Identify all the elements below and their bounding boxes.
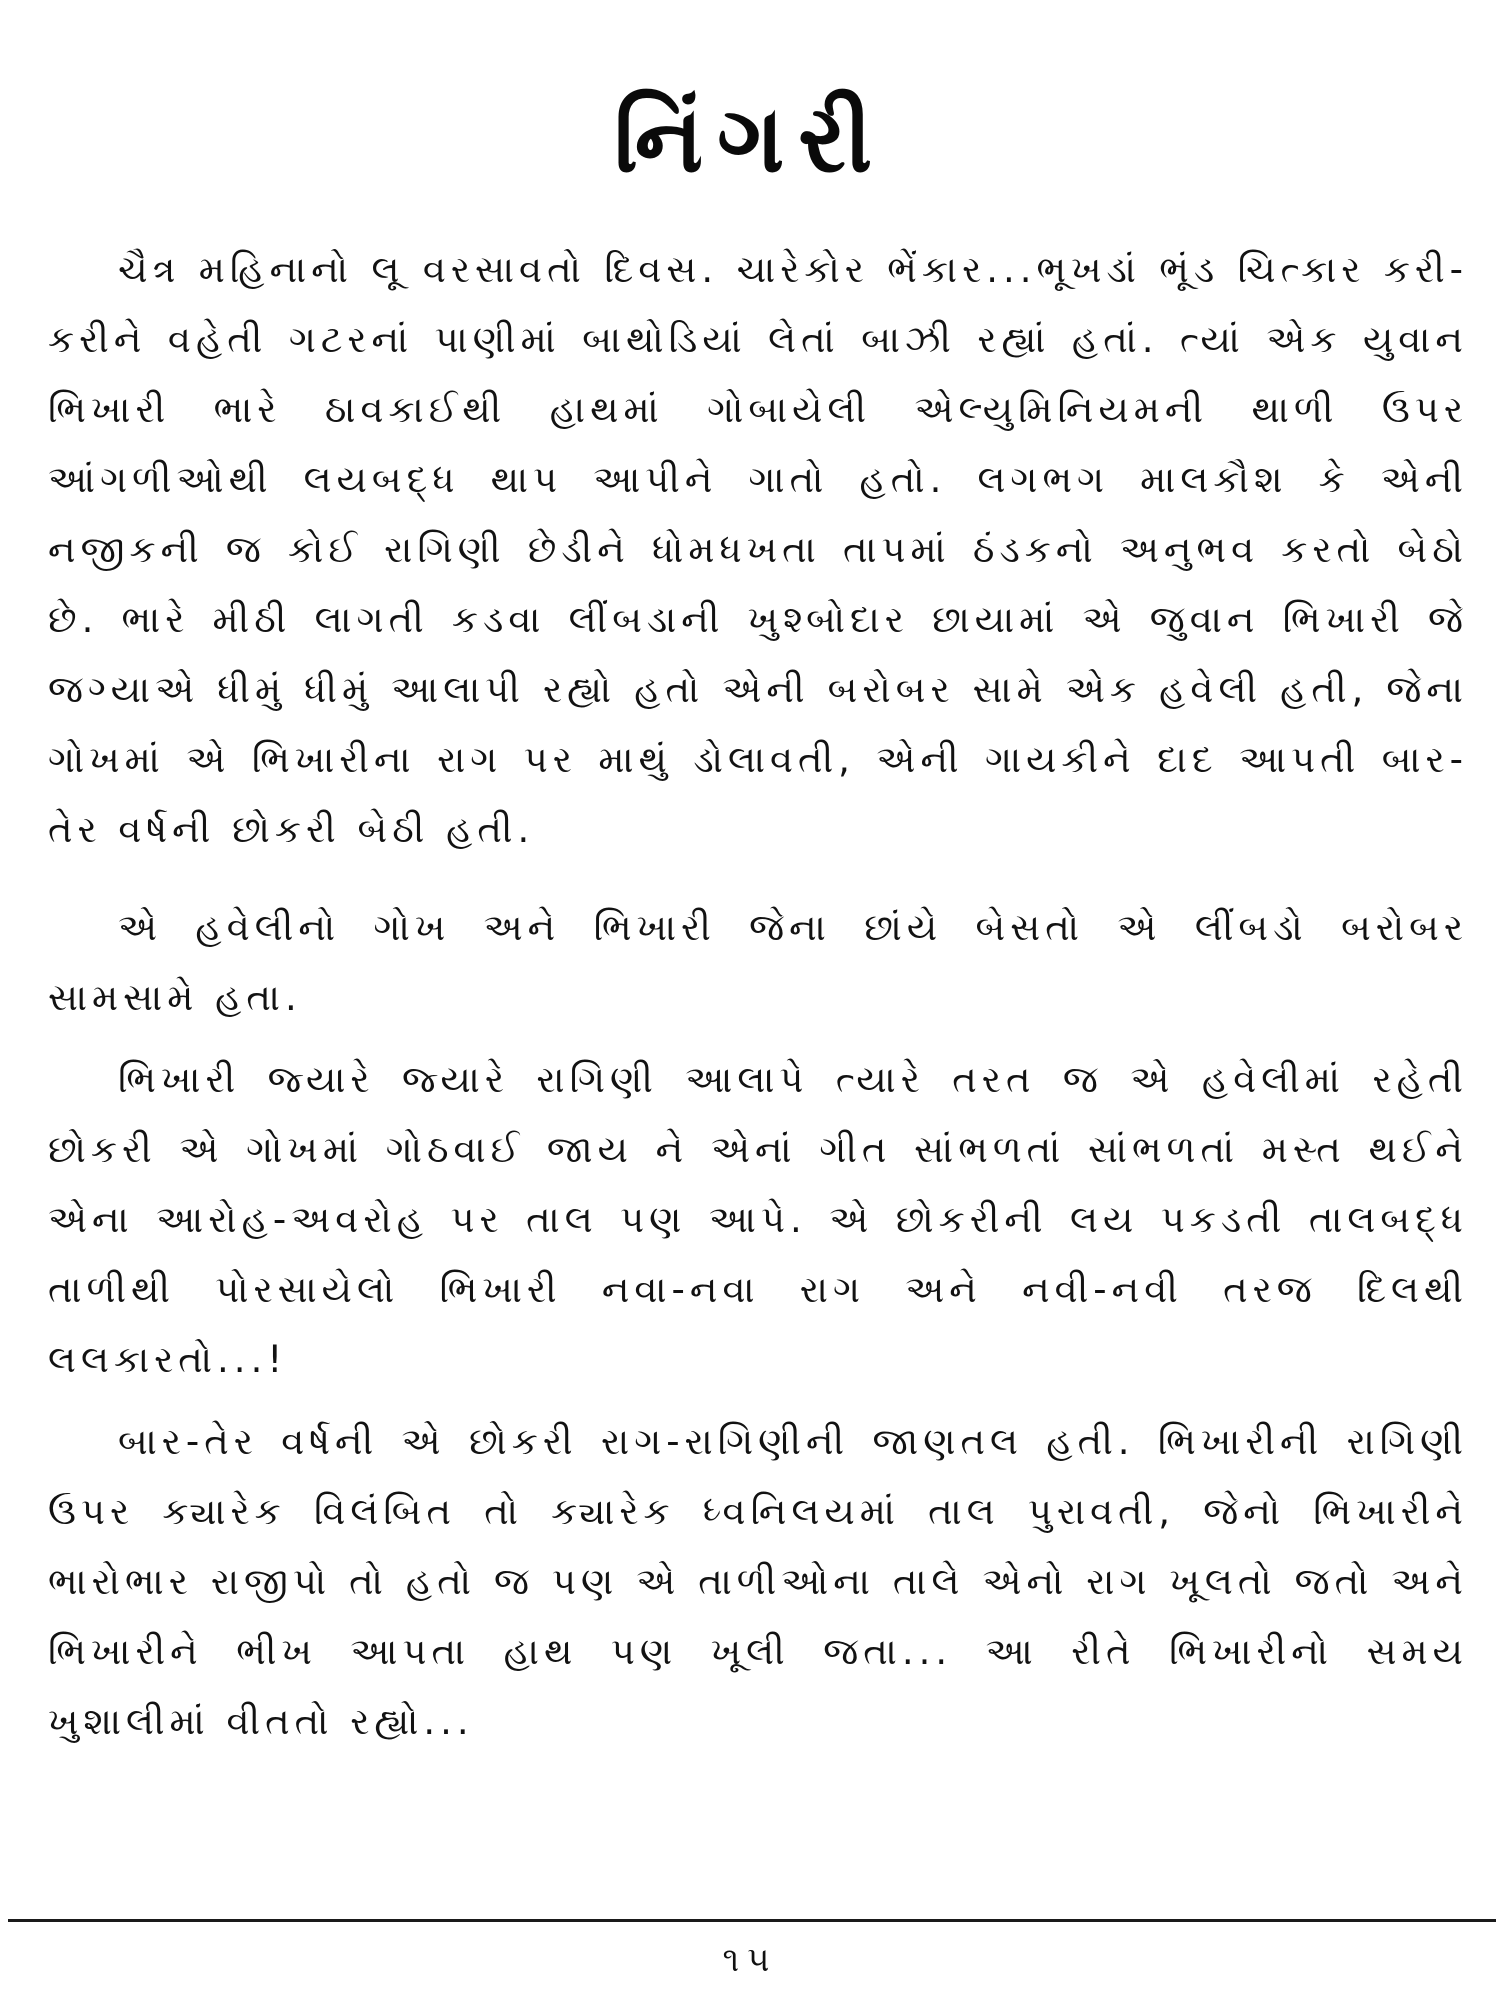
paragraph-3: ભિખારી જ્યારે જ્યારે રાગિણી આલાપે ત્યારે તરત જ એ હવેલીમાં રહેતી છોકરી એ ગોખમાં ગોઠવાઈ જાય ને એનાં ગીત સાંભળતાં સાંભળતાં મસ્ત થઈને એના આરોહ-અવરોહ પર તાલ પણ આપે. એ છોકરીની લય પકડતી તાલબદ્ધ તાળીથી પોરસાયેલો ભિખારી નવા-નવા રાગ અને નવી-નવી તરજ દિલથી લલકારતો...! xyxy=(48,1058,1468,1381)
story-title: નિંગરી xyxy=(613,85,887,193)
page-number: ૧૫ xyxy=(722,1940,778,1980)
paragraph-4: બાર-તેર વર્ષની એ છોકરી રાગ-રાગિણીની જાણતલ હતી. ભિખારીની રાગિણી ઉપર ક્યારેક વિલંબિત તો ક્યારેક ધ્વનિલયમાં તાલ પુરાવતી, જેનો ભિખારીને ભારોભાર રાજીપો તો હતો જ પણ એ તાળીઓના તાલે એનો રાગ ખૂલતો જતો અને ભિખારીને ભીખ આપતા હાથ પણ ખૂલી જતા... આ રીતે ભિખારીનો સમય ખુશાલીમાં વીતતો રહ્યો... xyxy=(48,1420,1468,1743)
paragraph-1: ચૈત્ર મહિનાનો લૂ વરસાવતો દિવસ. ચારેકોર ભેંકાર...ભૂખડાં ભૂંડ ચિત્કાર કરી-કરીને વહેતી ગટરનાં પાણીમાં બાથોડિયાં લેતાં બાઝી રહ્યાં હતાં. ત્યાં એક યુવાન ભિખારી ભારે ઠાવકાઈથી હાથમાં ગોબાયેલી એલ્યુમિનિયમની થાળી ઉપર આંગળીઓથી લયબદ્ધ થાપ આપીને ગાતો હતો. લગભગ માલકૌશ કે એની નજીકની જ કોઈ રાગિણી છેડીને ધોમધખતા તાપમાં ઠંડકનો અનુભવ કરતો બેઠો છે. ભારે મીઠી લાગતી કડવા લીંબડાની ખુશ્બોદાર છાયામાં એ જુવાન ભિખારી જે જગ્યાએ ધીમું ધીમું આલાપી રહ્યો હતો એની બરોબર સામે એક હવેલી હતી, જેના ગોખમાં એ ભિખારીના રાગ પર માથું ડોલાવતી, એની ગાયકીને દાદ આપતી બાર-તેર વર્ષની છોકરી બેઠી હતી. xyxy=(48,248,1468,851)
footer-divider xyxy=(8,1919,1496,1922)
paragraph-2: એ હવેલીનો ગોખ અને ભિખારી જેના છાંયે બેસતો એ લીંબડો બરોબર સામસામે હતા. xyxy=(48,906,1468,1019)
story-body xyxy=(48,235,1468,1757)
